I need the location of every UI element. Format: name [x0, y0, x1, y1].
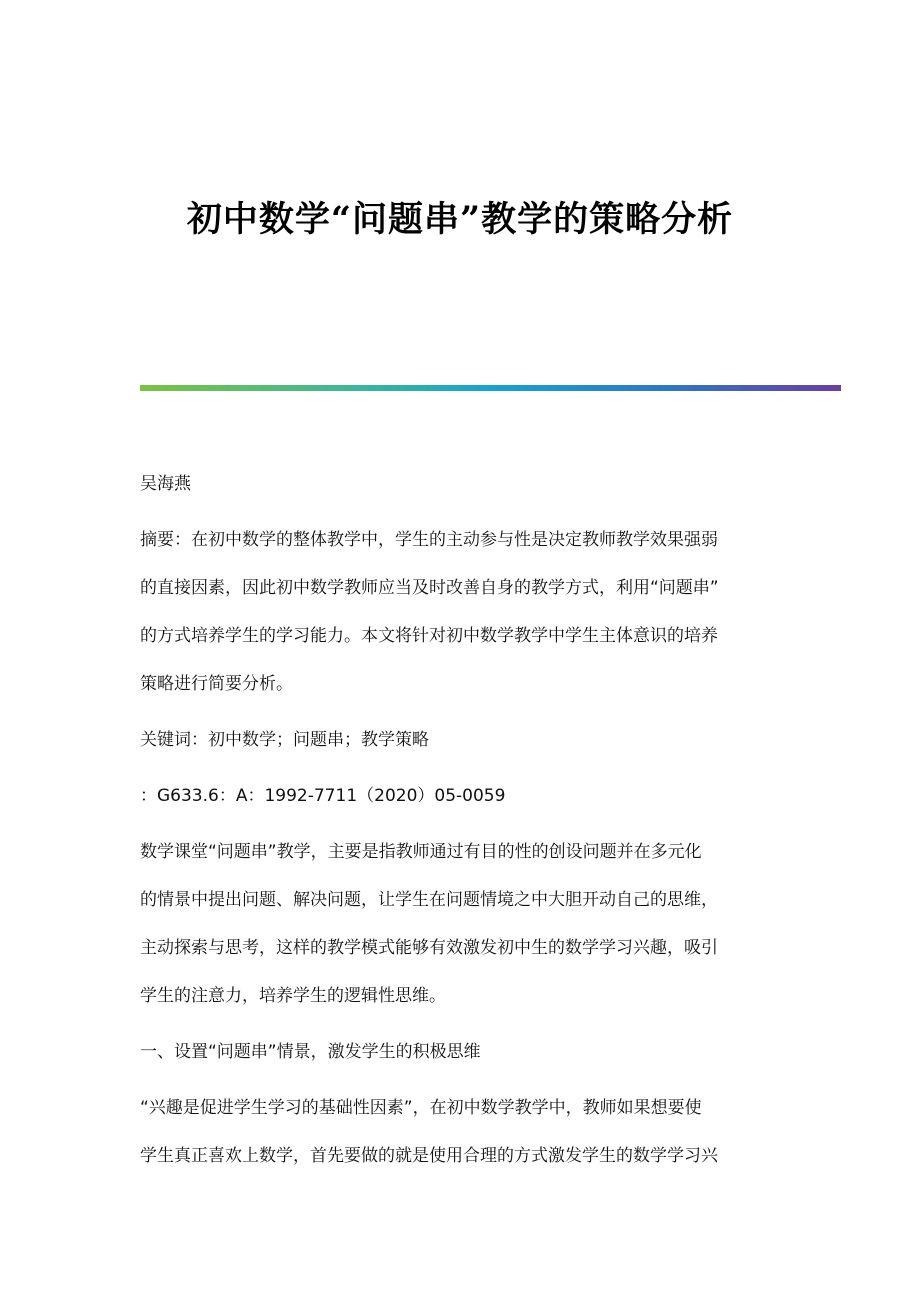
paragraph-line: 的情景中提出问题、解决问题，让学生在问题情境之中大胆开动自己的思维，	[140, 890, 718, 910]
author-name: 吴海燕	[140, 474, 191, 494]
keywords-line: 关键词：初中数学；问题串；教学策略	[140, 730, 429, 750]
paragraph-line: 主动探索与思考，这样的教学模式能够有效激发初中生的数学学习兴趣，吸引	[140, 938, 718, 958]
abstract-line: 的方式培养学生的学习能力。本文将针对初中数学教学中学生主体意识的培养	[140, 626, 718, 646]
classification-line: ：G633.6：A：1992-7711（2020）05-0059	[140, 786, 506, 806]
title-divider	[140, 385, 841, 391]
document-title: 初中数学“问题串”教学的策略分析	[186, 199, 734, 240]
paragraph-line: 学生的注意力，培养学生的逻辑性思维。	[140, 986, 446, 1006]
paragraph-line: 学生真正喜欢上数学，首先要做的就是使用合理的方式激发学生的数学学习兴	[140, 1146, 718, 1166]
abstract-line: 摘要：在初中数学的整体教学中，学生的主动参与性是决定教师教学效果强弱	[140, 530, 718, 550]
paragraph-line: “兴趣是促进学生学习的基础性因素”，在初中数学教学中，教师如果想要使	[140, 1098, 702, 1118]
section-heading: 一、设置“问题串”情景，激发学生的积极思维	[140, 1042, 481, 1062]
abstract-line: 的直接因素，因此初中数学教师应当及时改善自身的教学方式，利用“问题串”	[140, 578, 719, 598]
paragraph-line: 数学课堂“问题串”教学，主要是指教师通过有目的性的创设问题并在多元化	[140, 842, 702, 862]
abstract-line: 策略进行简要分析。	[140, 674, 293, 694]
